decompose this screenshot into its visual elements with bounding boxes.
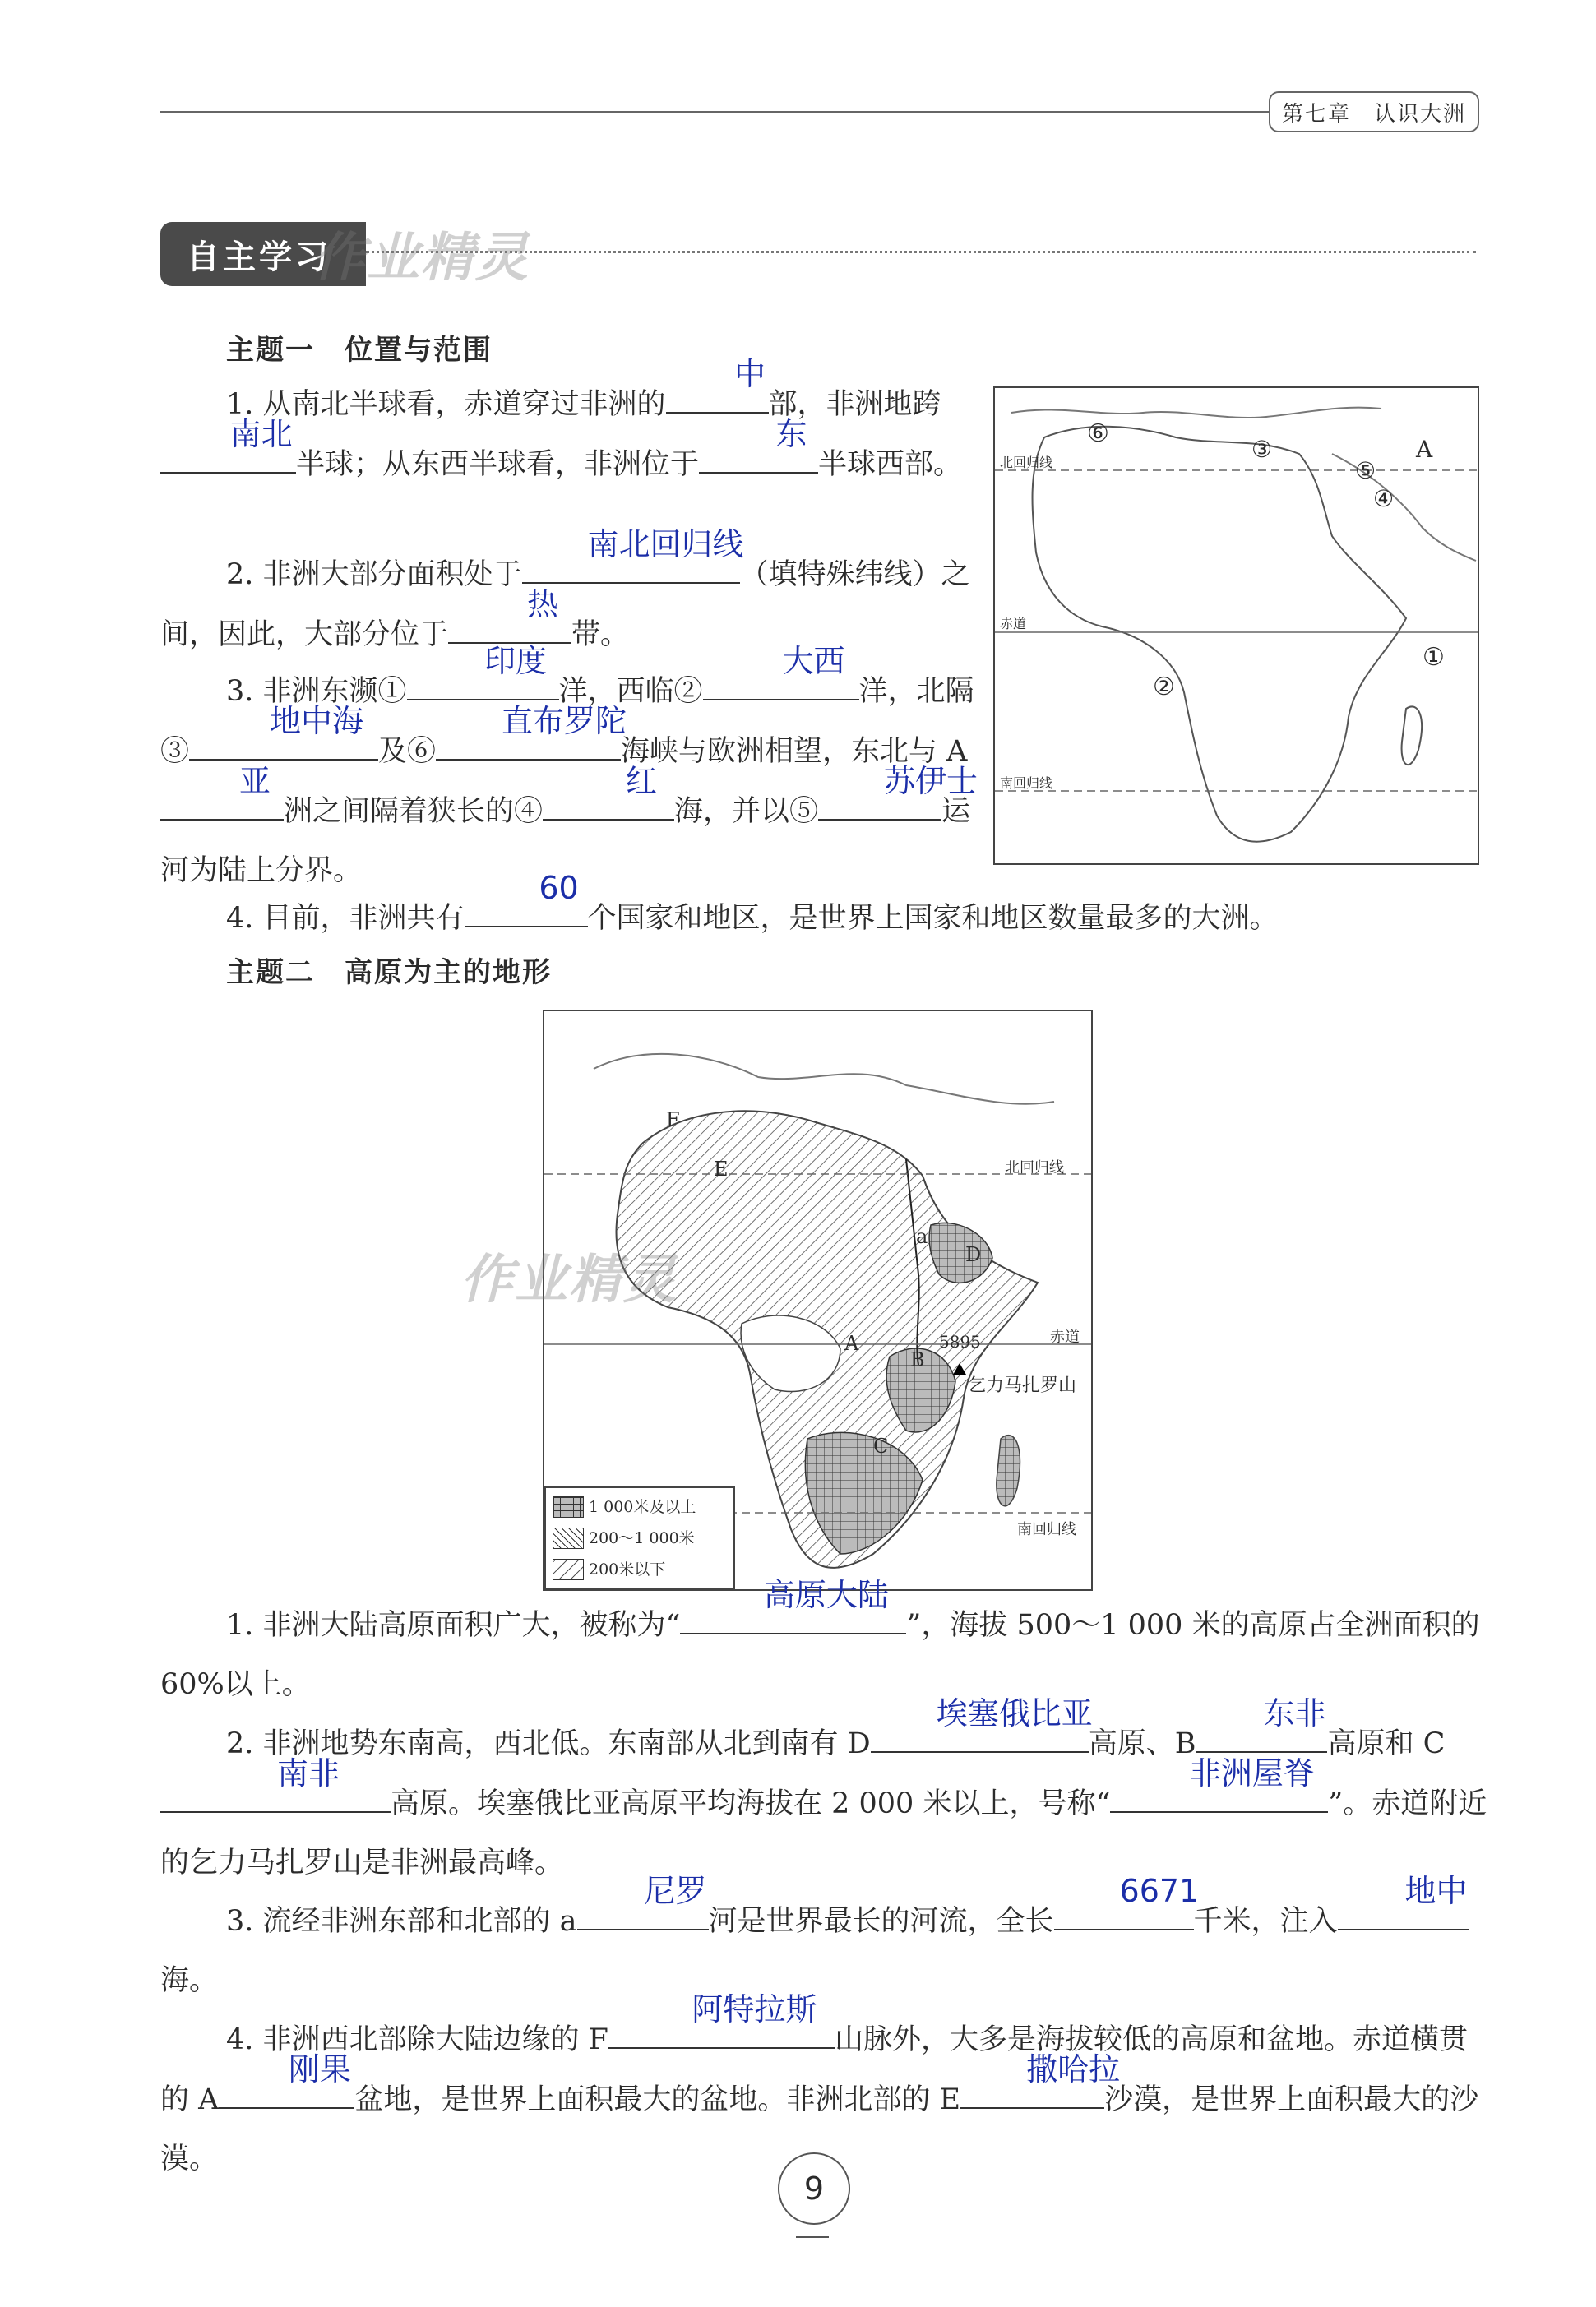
blank[interactable]: 南非 xyxy=(160,1773,391,1813)
watermark-mid: 作业精灵 xyxy=(460,1250,678,1311)
map1-label: ③ xyxy=(1251,436,1273,463)
madagascar xyxy=(1402,706,1422,765)
map2-label-a: a xyxy=(916,1225,928,1248)
page-number: 9 xyxy=(778,2152,850,2225)
blank[interactable]: 非洲屋脊 xyxy=(1110,1773,1328,1813)
watermark-top: 作业精灵 xyxy=(312,228,530,289)
map2-label-B: B xyxy=(910,1348,925,1371)
blank[interactable]: 地中海 xyxy=(189,721,378,761)
topic1-q1: 1. 从南北半球看，赤道穿过非洲的 中 部，非洲地跨 南北 半球；从东西半球看，非洲位于 东 半球西部。 xyxy=(160,374,974,494)
topic1-title: 主题一 位置与范围 xyxy=(226,334,493,367)
section-title: 自主学习 xyxy=(160,222,366,286)
blank[interactable]: 苏伊士 xyxy=(818,781,941,821)
header-rule xyxy=(160,111,1270,113)
map1-label: ① xyxy=(1423,643,1445,672)
blank[interactable]: 红 xyxy=(543,781,674,821)
blank[interactable]: 印度 xyxy=(407,661,559,700)
topic1-q3: 3. 非洲东濒① 印度 洋，西临② 大西 洋，北隔③ 地中海 及⑥ 直布罗陀 海峡与欧洲相望，东北与 A 亚 洲之间隔着狭长的④ 红 海，并以⑤ 苏伊士 运河为陆上分界。 xyxy=(160,643,978,887)
map2-equator-label: 赤道 xyxy=(1050,1329,1080,1346)
map1-north-tropic-label: 北回归线 xyxy=(1000,455,1053,470)
legend-swatch-mid xyxy=(553,1528,584,1549)
topic2-title: 主题二 高原为主的地形 xyxy=(226,956,552,989)
highland-ethiopia xyxy=(929,1223,992,1283)
topic2-q3: 3. 流经非洲东部和北部的 a 尼罗 河是世界最长的河流，全长 6671 千米，注入 地中 海。 xyxy=(160,1873,1468,1997)
map1-south-tropic-label: 南回归线 xyxy=(1000,775,1053,791)
chapter-tab: 第七章 认识大洲 xyxy=(1269,91,1479,132)
topic2-q1: 1. 非洲大陆高原面积广大，被称为“ 高原大陆 ”，海拔 500～1 000 米的高原占全洲面积的 60%以上。 xyxy=(160,1577,1480,1701)
blank[interactable]: 东 xyxy=(699,434,818,474)
blank[interactable]: 东非 xyxy=(1196,1713,1327,1753)
blank[interactable]: 南北回归线 xyxy=(522,544,740,584)
legend-high: 1 000米及以上 xyxy=(589,1498,696,1516)
map2-label-A: A xyxy=(844,1332,859,1355)
blank[interactable]: 60 xyxy=(465,888,588,927)
blank[interactable]: 高原大陆 xyxy=(680,1595,906,1634)
legend-mid: 200～1 000米 xyxy=(589,1529,695,1547)
map1-equator-label: 赤道 xyxy=(1000,616,1027,631)
blank[interactable]: 直布罗陀 xyxy=(436,721,621,761)
map2-label-C: C xyxy=(873,1435,889,1458)
blank[interactable]: 尼罗 xyxy=(577,1891,709,1930)
europe-coast xyxy=(1011,408,1381,418)
peak-height: 5895 xyxy=(939,1332,981,1352)
map1-label: ⑥ xyxy=(1087,419,1109,448)
topic1-q4: 4. 目前，非洲共有 60 个国家和地区，是世界上国家和地区数量最多的大洲。 xyxy=(226,870,1279,935)
map2-label-D: D xyxy=(965,1243,982,1266)
blank[interactable]: 中 xyxy=(666,374,769,414)
topic1-q2: 2. 非洲大部分面积处于 南北回归线 （填特殊纬线）之间，因此，大部分位于 热 带。 xyxy=(160,526,970,651)
topic2-q4: 4. 非洲西北部除大陆边缘的 F 阿特拉斯 山脉外，大多是海拔较低的高原和盆地。赤道横贯的 A 刚果 盆地，是世界上面积最大的盆地。非洲北部的 E 撒哈拉 沙漠，是世界上面积最大的沙漠。 xyxy=(160,1991,1479,2175)
legend-swatch-low xyxy=(553,1559,584,1580)
madagascar xyxy=(997,1436,1020,1506)
blank[interactable]: 亚 xyxy=(160,781,284,821)
blank[interactable]: 6671 xyxy=(1054,1891,1194,1930)
page-number-stand xyxy=(796,2220,829,2238)
blank[interactable]: 撒哈拉 xyxy=(960,2069,1104,2109)
europe-coast xyxy=(594,1054,1054,1104)
blank[interactable]: 刚果 xyxy=(219,2069,354,2109)
map1-label: ② xyxy=(1153,673,1175,701)
peak-name: 乞力马扎罗山 xyxy=(968,1375,1077,1396)
blank[interactable]: 大西 xyxy=(703,661,859,700)
blank[interactable]: 南北 xyxy=(160,434,296,474)
blank[interactable]: 阿特拉斯 xyxy=(608,2009,835,2049)
africa-outline xyxy=(1033,427,1406,842)
blank[interactable]: 埃塞俄比亚 xyxy=(871,1713,1089,1753)
blank[interactable]: 地中 xyxy=(1338,1891,1469,1930)
map2-north-tropic-label: 北回归线 xyxy=(1005,1159,1064,1177)
africa-location-map xyxy=(993,386,1479,865)
map1-label: ⑤ xyxy=(1355,457,1376,484)
map2-south-tropic-label: 南回归线 xyxy=(1017,1521,1076,1538)
map1-label: A xyxy=(1416,436,1433,463)
legend-swatch-high xyxy=(553,1496,584,1518)
map2-label-E: E xyxy=(714,1158,729,1181)
blank[interactable]: 热 xyxy=(448,604,571,644)
map1-label: ④ xyxy=(1373,485,1395,512)
section-divider xyxy=(366,251,1476,253)
topic2-q2: 2. 非洲地势东南高，西北低。东南部从北到南有 D 埃塞俄比亚 高原、B 东非 高原和 C 南非 高原。埃塞俄比亚高原平均海拔在 2 000 米以上，号称“ 非洲屋脊 ”。赤道附近的乞力马扎罗山是非洲最高峰。 xyxy=(160,1695,1487,1879)
map2-label-F: F xyxy=(666,1108,680,1131)
legend-low: 200米以下 xyxy=(589,1560,666,1579)
